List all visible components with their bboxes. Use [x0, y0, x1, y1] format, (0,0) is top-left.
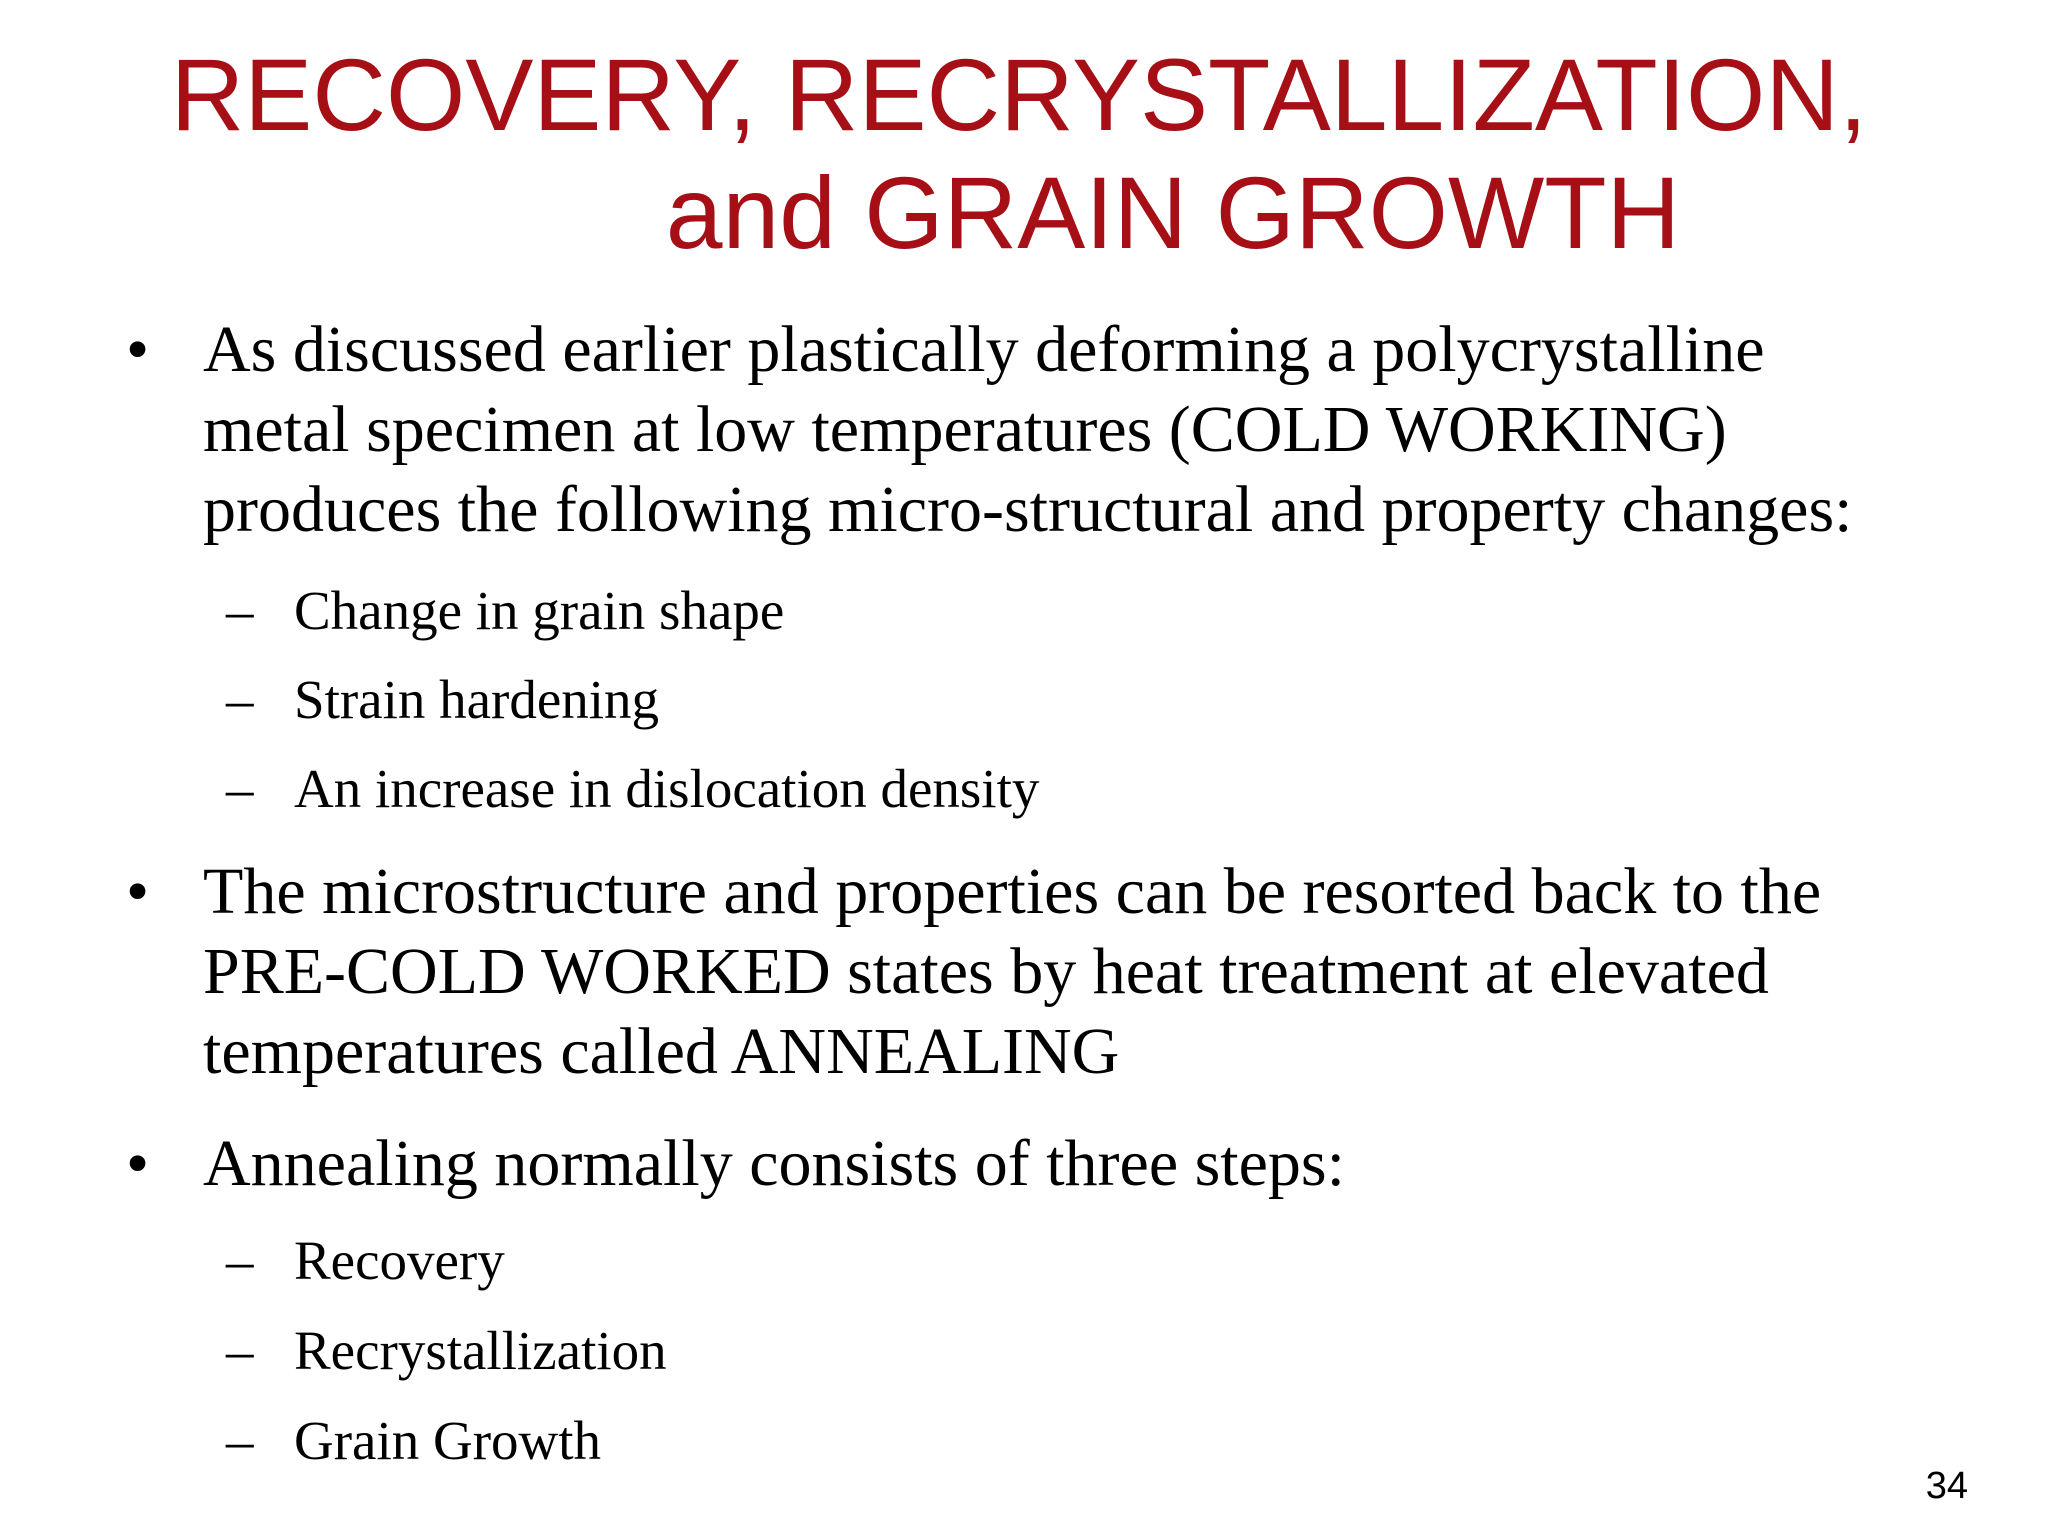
slide-title-line-2: and GRAIN GROWTH — [665, 156, 1681, 270]
sub-item-text: Strain hardening — [294, 669, 660, 730]
bullet-1-line-3: produces the following micro-structural and property changes: — [203, 473, 1853, 546]
bullet-2-line-3: temperatures called ANNEALING — [203, 1015, 1120, 1088]
bullet-2-line-2: PRE-COLD WORKED states by heat treatment at elevated — [203, 935, 1769, 1008]
bullet-1-text — [203, 310, 2003, 550]
sub-item-dash: – — [226, 758, 254, 819]
bullet-3-line-1: Annealing normally consists of three steps: — [203, 1127, 1345, 1200]
sub-item-dash: – — [226, 669, 254, 730]
sub-item-text: Change in grain shape — [294, 580, 785, 641]
bullet-marker: • — [126, 1127, 150, 1200]
sub-item-dash: – — [226, 1410, 254, 1471]
bullet-marker: • — [126, 855, 150, 928]
bullet-2-line-1: The microstructure and properties can be resorted back to the — [203, 855, 1822, 928]
sub-item-dash: – — [226, 580, 254, 641]
bullet-1-line-1: As discussed earlier plastically deforming a polycrystalline — [203, 313, 1765, 386]
sub-item-text: Recovery — [294, 1230, 505, 1291]
bullet-3-text — [203, 1124, 2003, 1204]
sub-item-dash: – — [226, 1320, 254, 1381]
sub-item-text: Grain Growth — [294, 1410, 602, 1471]
slide-title-line-1: RECOVERY, RECRYSTALLIZATION, — [170, 38, 1868, 152]
page-number: 34 — [1925, 1465, 1968, 1507]
bullet-1-line-2: metal specimen at low temperatures (COLD WORKING) — [203, 393, 1727, 466]
slide-title — [0, 36, 2048, 272]
bullet-2-text — [203, 852, 2003, 1092]
sub-item-text: An increase in dislocation density — [294, 758, 1040, 819]
bullet-marker: • — [126, 313, 150, 386]
sub-item-dash: – — [226, 1230, 254, 1291]
sub-item-text: Recrystallization — [294, 1320, 667, 1381]
